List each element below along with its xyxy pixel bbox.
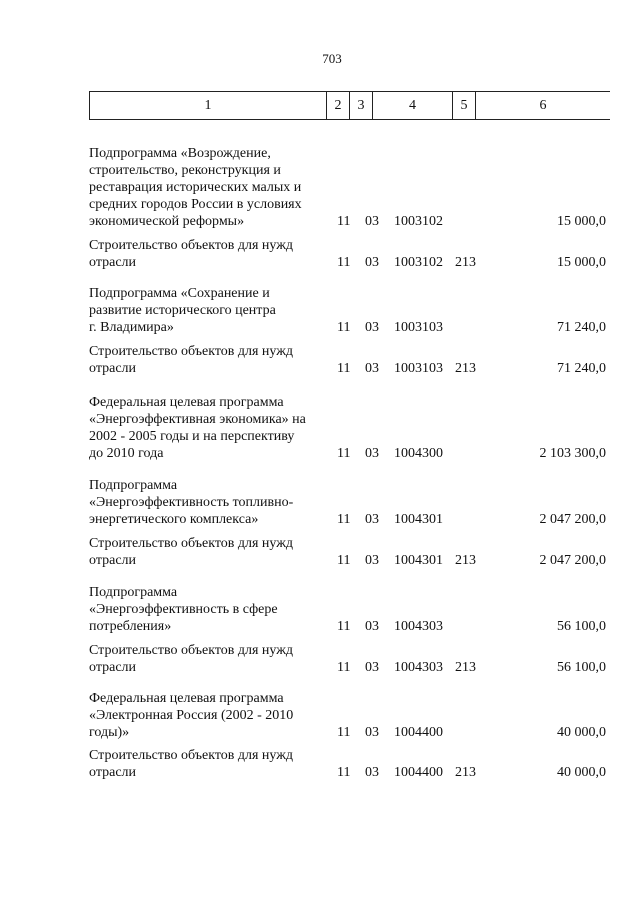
- page-number: 703: [322, 51, 342, 66]
- row-code-subsection: 03: [365, 255, 379, 270]
- row-amount: 15 000,0: [557, 214, 606, 229]
- row-code-target: 1003103: [394, 320, 443, 335]
- row-code-target: 1004303: [394, 660, 443, 675]
- row-code-subsection: 03: [365, 765, 379, 780]
- row-code-target: 1004400: [394, 765, 443, 780]
- row-code-subsection: 03: [365, 320, 379, 335]
- row-amount: 2 047 200,0: [539, 553, 606, 568]
- row-code-expense-type: 213: [455, 553, 476, 568]
- row-code-expense-type: 213: [455, 660, 476, 675]
- table-row: [0, 145, 640, 230]
- row-amount: 2 103 300,0: [539, 446, 606, 461]
- row-code-target: 1004301: [394, 512, 443, 527]
- row-name: Строительство объектов для нужд отрасли: [89, 536, 294, 568]
- row-name: Подпрограмма «Сохранение и развитие исторического центра г. Владимира»: [89, 286, 276, 335]
- row-code-target: 1004300: [394, 446, 443, 461]
- column-header-5: 5: [453, 92, 476, 119]
- row-code-subsection: 03: [365, 725, 379, 740]
- row-code-subsection: 03: [365, 512, 379, 527]
- row-name: Строительство объектов для нужд отрасли: [89, 238, 294, 270]
- row-name: Строительство объектов для нужд отрасли: [89, 344, 294, 376]
- row-code-section: 11: [337, 255, 351, 270]
- table-header: [89, 91, 610, 120]
- row-amount: 71 240,0: [557, 320, 606, 335]
- row-amount: 56 100,0: [557, 619, 606, 634]
- row-amount: 15 000,0: [557, 255, 606, 270]
- row-code-section: 11: [337, 446, 351, 461]
- row-name: Федеральная целевая программа «Электронная Россия (2002 - 2010 годы)»: [89, 691, 294, 740]
- table-row: [0, 747, 640, 781]
- row-amount: 40 000,0: [557, 765, 606, 780]
- row-code-expense-type: 213: [455, 255, 476, 270]
- row-code-subsection: 03: [365, 553, 379, 568]
- row-amount: 71 240,0: [557, 361, 606, 376]
- row-name: Строительство объектов для нужд отрасли: [89, 748, 294, 780]
- column-header-6: 6: [539, 98, 547, 113]
- row-code-section: 11: [337, 765, 351, 780]
- row-code-target: 1003102: [394, 214, 443, 229]
- row-amount: 2 047 200,0: [539, 512, 606, 527]
- row-code-subsection: 03: [365, 660, 379, 675]
- row-code-target: 1004400: [394, 725, 443, 740]
- column-header-1: 1: [90, 92, 327, 119]
- row-amount: 40 000,0: [557, 725, 606, 740]
- table-row: [0, 237, 640, 271]
- table-row: [0, 343, 640, 377]
- table-row: [0, 584, 640, 635]
- row-code-subsection: 03: [365, 619, 379, 634]
- table-row: [0, 535, 640, 569]
- table-row: [0, 642, 640, 676]
- column-header-3: 3: [350, 92, 373, 119]
- row-code-section: 11: [337, 512, 351, 527]
- row-name: Подпрограмма «Энергоэффективность в сфере потребления»: [89, 585, 278, 634]
- row-code-target: 1003102: [394, 255, 443, 270]
- row-code-target: 1004303: [394, 619, 443, 634]
- column-header-4: 4: [373, 92, 453, 119]
- row-code-subsection: 03: [365, 446, 379, 461]
- column-header-2: 2: [327, 92, 350, 119]
- row-code-subsection: 03: [365, 361, 379, 376]
- row-code-expense-type: 213: [455, 361, 476, 376]
- row-name: Строительство объектов для нужд отрасли: [89, 643, 294, 675]
- row-name: Подпрограмма «Энергоэффективность топливно- энергетического комплекса»: [89, 478, 294, 527]
- row-code-target: 1004301: [394, 553, 443, 568]
- row-code-subsection: 03: [365, 214, 379, 229]
- row-name: Федеральная целевая программа «Энергоэффективная экономика» на 2002 - 2005 годы и на перспективу до 2010 года: [89, 395, 306, 461]
- table-row: [0, 394, 640, 462]
- row-code-section: 11: [337, 320, 351, 335]
- table-row: [0, 477, 640, 528]
- row-code-target: 1003103: [394, 361, 443, 376]
- table-row: [0, 285, 640, 336]
- row-code-section: 11: [337, 660, 351, 675]
- row-code-section: 11: [337, 214, 351, 229]
- table-row: [0, 690, 640, 741]
- row-code-section: 11: [337, 553, 351, 568]
- row-amount: 56 100,0: [557, 660, 606, 675]
- row-code-expense-type: 213: [455, 765, 476, 780]
- row-name: Подпрограмма «Возрождение, строительство, реконструкция и реставрация исторических малых и средних городов России в условиях экономической реформы»: [89, 146, 302, 229]
- row-code-section: 11: [337, 725, 351, 740]
- row-code-section: 11: [337, 361, 351, 376]
- row-code-section: 11: [337, 619, 351, 634]
